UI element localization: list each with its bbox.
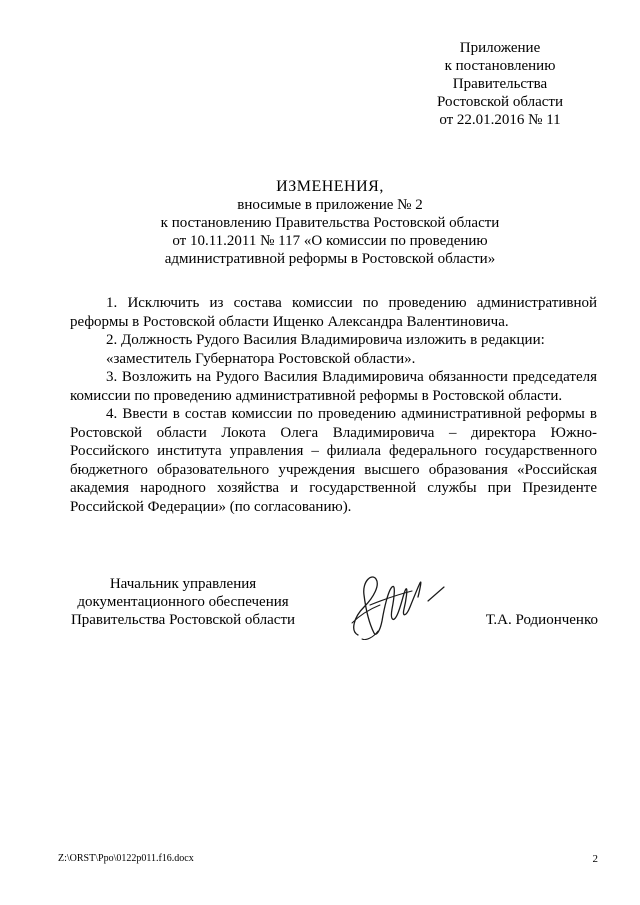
appendix-date-number: от 22.01.2016 № 11: [439, 112, 561, 128]
appendix-line-3: Правительства: [452, 76, 548, 92]
item-4-paragraph: 4. Ввести в состав комиссии по проведению административной реформы в Ростовской области Локота Олега Владимировича – директора Южно-Российского института управления – филиала федерального государственного бюджетного образовательного учреждения высшего образования «Российская академия народного хозяйства и государственной службы при Президенте Российской Федерации» (по согласованию).: [70, 406, 597, 515]
appendix-line-2: к постановлению: [444, 58, 556, 74]
appendix-line-4: Ростовской области: [437, 94, 563, 110]
footer-file-path: Z:\ORST\Ppo\0122p011.f16.docx: [58, 853, 194, 864]
item-1-paragraph: 1. Исключить из состава комиссии по проведению административной реформы в Ростовской области Ищенко Александра Валентиновича.: [70, 295, 597, 330]
appendix-block: [418, 39, 582, 129]
heading-line-1: вносимые в приложение № 2: [237, 197, 423, 213]
document-heading: [120, 178, 540, 268]
handwritten-signature: [340, 565, 450, 645]
footer-page-number: 2: [592, 853, 598, 865]
signatory-name: Т.А. Родионченко: [485, 612, 598, 628]
item-3-paragraph: 3. Возложить на Рудого Василия Владимировича обязанности председателя комиссии по проведению административной реформы в Ростовской области.: [70, 369, 597, 404]
document-body: [70, 294, 597, 516]
signatory-position-line-2: документационного обеспечения: [77, 594, 289, 610]
appendix-line-1: Приложение: [459, 40, 541, 56]
item-2-paragraph: 2. Должность Рудого Василия Владимировича изложить в редакции:: [106, 332, 545, 348]
heading-line-4: административной реформы в Ростовской области»: [164, 251, 496, 267]
heading-line-2: к постановлению Правительства Ростовской области: [160, 215, 500, 231]
heading-line-3: от 10.11.2011 № 117 «О комиссии по проведению: [172, 233, 488, 249]
signatory-position: [58, 575, 308, 629]
document-title: ИЗМЕНЕНИЯ,: [276, 178, 384, 195]
signatory-position-line-1: Начальник управления: [109, 576, 257, 592]
signatory-position-line-3: Правительства Ростовской области: [70, 612, 296, 628]
item-2-quote-paragraph: «заместитель Губернатора Ростовской области».: [106, 350, 416, 367]
